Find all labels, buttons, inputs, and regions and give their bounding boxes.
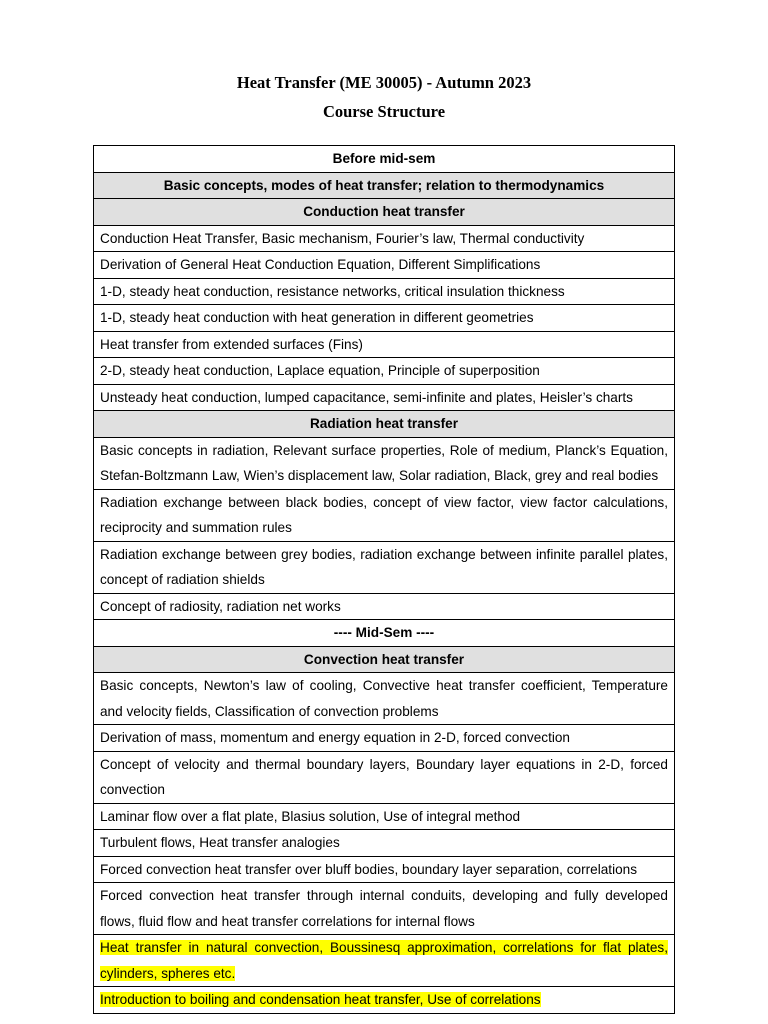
table-row xyxy=(94,489,675,541)
topic-text: Forced convection heat transfer over bluff bodies, boundary layer separation, correlations xyxy=(100,861,638,877)
section-heading-text: ---- Mid-Sem ---- xyxy=(333,625,435,640)
section-heading-cell xyxy=(94,146,675,173)
table-row xyxy=(94,437,675,489)
topic-cell xyxy=(94,987,675,1014)
topic-cell xyxy=(94,673,675,725)
topic-text: 2-D, steady heat conduction, Laplace equation, Principle of superposition xyxy=(100,363,540,378)
topic-text: Concept of radiosity, radiation net works xyxy=(100,598,341,614)
topic-text: Concept of velocity and thermal boundary layers, Boundary layer equations in 2-D, forced convection xyxy=(100,756,668,797)
section-heading-cell xyxy=(94,199,675,226)
table-row xyxy=(94,673,675,725)
topic-text: Laminar flow over a flat plate, Blasius solution, Use of integral method xyxy=(100,808,521,824)
document-title: Heat Transfer (ME 30005) - Autumn 2023 xyxy=(236,73,532,92)
topic-cell xyxy=(94,751,675,803)
topic-cell xyxy=(94,725,675,752)
topic-cell xyxy=(94,305,675,332)
section-heading-cell xyxy=(94,646,675,673)
topic-text: Unsteady heat conduction, lumped capacitance, semi-infinite and plates, Heisler’s charts xyxy=(100,389,633,405)
topic-text: Basic concepts, Newton’s law of cooling, Convective heat transfer coefficient, Temperature and velocity fields, Classification of convection problems xyxy=(100,678,668,719)
topic-cell xyxy=(94,830,675,857)
table-row xyxy=(94,225,675,252)
topic-cell xyxy=(94,278,675,305)
topic-text: Derivation of mass, momentum and energy equation in 2-D, forced convection xyxy=(100,730,570,745)
table-row xyxy=(94,331,675,358)
section-heading-text: Radiation heat transfer xyxy=(309,416,459,431)
topic-cell xyxy=(94,384,675,411)
topic-text: Conduction Heat Transfer, Basic mechanism, Fourier’s law, Thermal conductivity xyxy=(100,230,585,246)
topic-text: Introduction to boiling and condensation heat transfer, Use of correlations xyxy=(100,992,541,1007)
table-section-row xyxy=(94,411,675,438)
table-row xyxy=(94,541,675,593)
table-row xyxy=(94,593,675,620)
topic-text: Radiation exchange between black bodies, concept of view factor, view factor calculations, reciprocity and summation rules xyxy=(100,494,668,535)
table-row xyxy=(94,883,675,935)
topic-cell xyxy=(94,331,675,358)
topic-cell xyxy=(94,225,675,252)
document-subtitle: Course Structure xyxy=(322,102,446,121)
topic-text: 1-D, steady heat conduction, resistance networks, critical insulation thickness xyxy=(100,283,565,299)
section-heading-cell xyxy=(94,172,675,199)
topic-cell xyxy=(94,252,675,279)
topic-cell xyxy=(94,541,675,593)
topic-text: Turbulent flows, Heat transfer analogies xyxy=(100,835,340,850)
table-section-row xyxy=(94,620,675,647)
table-row xyxy=(94,803,675,830)
table-row xyxy=(94,252,675,279)
topic-text: 1-D, steady heat conduction with heat generation in different geometries xyxy=(100,310,534,325)
topic-text: Basic concepts in radiation, Relevant surface properties, Role of medium, Planck’s Equation, Stefan-Boltzmann Law, Wien’s displacement law, Solar radiation, Black, grey and real bodies xyxy=(100,442,668,483)
topic-cell xyxy=(94,883,675,935)
table-row xyxy=(94,305,675,332)
topic-text: Derivation of General Heat Conduction Equation, Different Simplifications xyxy=(100,257,541,272)
topic-cell xyxy=(94,358,675,385)
topic-cell xyxy=(94,803,675,830)
topic-cell xyxy=(94,489,675,541)
section-heading-cell xyxy=(94,620,675,647)
table-row xyxy=(94,935,675,987)
topic-cell xyxy=(94,935,675,987)
section-heading-text: Convection heat transfer xyxy=(303,651,465,667)
table-section-row xyxy=(94,172,675,199)
table-row xyxy=(94,384,675,411)
table-row xyxy=(94,725,675,752)
topic-cell xyxy=(94,593,675,620)
topic-text: Heat transfer from extended surfaces (Fins) xyxy=(100,336,363,352)
section-heading-text: Basic concepts, modes of heat transfer; relation to thermodynamics xyxy=(163,177,605,193)
topic-text: Radiation exchange between grey bodies, radiation exchange between infinite parallel plates, concept of radiation shields xyxy=(100,546,668,587)
table-row xyxy=(94,830,675,857)
table-row xyxy=(94,358,675,385)
section-heading-text: Before mid-sem xyxy=(332,151,436,166)
topic-text: Heat transfer in natural convection, Boussinesq approximation, correlations for flat plates, cylinders, spheres etc. xyxy=(100,940,668,981)
table-row xyxy=(94,751,675,803)
table-section-row xyxy=(94,199,675,226)
topic-text: Forced convection heat transfer through internal conduits, developing and fully developed flows, fluid flow and heat transfer correlations for internal flows xyxy=(100,888,668,929)
table-section-row xyxy=(94,646,675,673)
table-section-row xyxy=(94,146,675,173)
topic-cell xyxy=(94,856,675,883)
section-heading-text: Conduction heat transfer xyxy=(303,204,465,219)
course-structure-table-body xyxy=(94,146,675,1014)
table-row xyxy=(94,856,675,883)
table-row xyxy=(94,987,675,1014)
course-structure-table xyxy=(93,145,675,1014)
table-row xyxy=(94,278,675,305)
topic-cell xyxy=(94,437,675,489)
section-heading-cell xyxy=(94,411,675,438)
